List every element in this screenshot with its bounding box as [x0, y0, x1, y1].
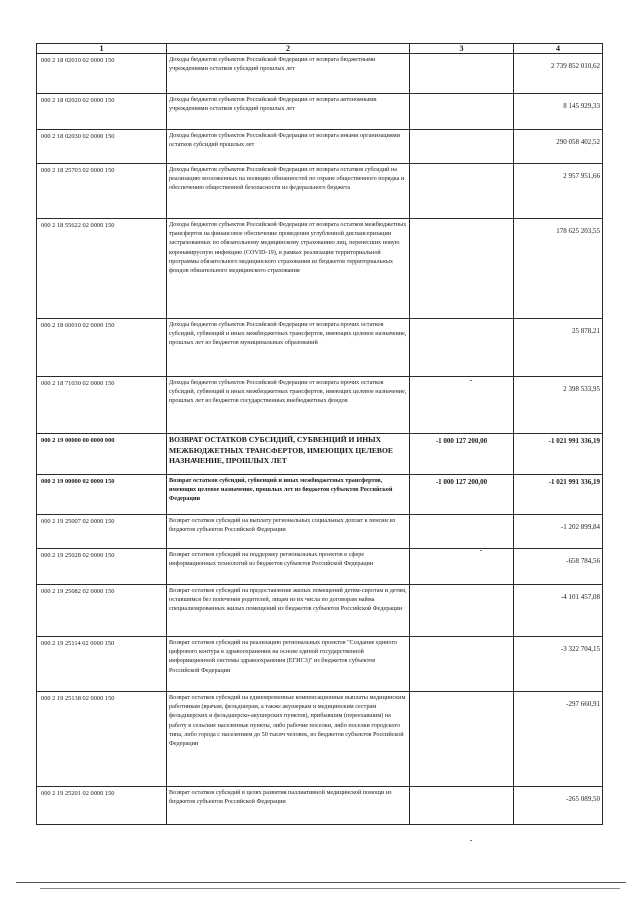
row-description: Доходы бюджетов субъектов Российской Федерации от возврата бюджетными учреждениями остатков субсидий прошлых лет [167, 54, 410, 94]
row-description: Возврат остатков субсидий на единовременные компенсационные выплаты медицинским работникам (врачам, фельдшерам, а также акушеркам и медицинским сестрам фельдшерских и фельдшерско-акушерских пунктов), прибывшим (переехавшим) на работу в сельские населенные пункты, либо рабочие поселки, либо поселки городского типа, либо города с населением до 50 тысяч человек, из бюджетов субъектов Российской Федерации [167, 692, 410, 787]
row-col4: 2 398 533,95 [514, 377, 603, 434]
row-description: Доходы бюджетов субъектов Российской Федерации от возврата прочих остатков субсидий, субвенций и иных межбюджетных трансфертов, имеющих целевое назначение, прошлых лет из бюджетов муниципальных образований [167, 319, 410, 377]
row-description: Возврат остатков субсидий в целях развития паллиативной медицинской помощи из бюджетов субъектов Российской Федерации [167, 787, 410, 825]
row-col3 [410, 130, 514, 164]
row-col4: -658 784,56 [514, 549, 603, 585]
row-col4: 8 145 929,33 [514, 94, 603, 130]
row-code: 000 2 18 25703 02 0000 150 [37, 164, 167, 219]
table-row [37, 219, 603, 319]
row-col3 [410, 637, 514, 692]
table-row [37, 377, 603, 434]
row-description: Возврат остатков субсидий на поддержку региональных проектов в сфере информационных технологий из бюджетов субъектов Российской Федерации [167, 549, 410, 585]
header-col-1: 1 [37, 44, 167, 54]
row-col3 [410, 692, 514, 787]
table-row [37, 94, 603, 130]
row-description: Доходы бюджетов субъектов Российской Федерации от возврата остатков межбюджетных трансфертов на финансовое обеспечение проведения углубленной диспансеризации застрахованных по обязательному медицинскому страхованию лиц, перенесших новую коронавирусную инфекцию (COVID-19), в рамках реализации территориальной программы обязательного медицинского страхования из бюджетов территориальных фондов обязательного медицинского страхования [167, 219, 410, 319]
row-col4: -3 322 704,15 [514, 637, 603, 692]
row-col3 [410, 377, 514, 434]
row-code: 000 2 19 25007 02 0000 150 [37, 515, 167, 549]
table-row [37, 130, 603, 164]
table-row [37, 637, 603, 692]
row-col3 [410, 585, 514, 637]
row-description: Возврат остатков субсидий, субвенций и иных межбюджетных трансфертов, имеющих целевое назначение, прошлых лет из бюджетов субъектов Российской Федерации [167, 475, 410, 515]
row-description: Доходы бюджетов субъектов Российской Федерации от возврата остатков субсидий на реализацию возложенных на полицию обязанностей по охране общественного порядка и обеспечению общественной безопасности из федерального бюджета [167, 164, 410, 219]
table-row [37, 787, 603, 825]
row-description: Доходы бюджетов субъектов Российской Федерации от возврата прочих остатков субсидий, субвенций и иных межбюджетных трансфертов, имеющих целевое назначение, прошлых лет из бюджетов государственных внебюджетных фондов [167, 377, 410, 434]
row-description: Возврат остатков субсидий на предоставление жилых помещений детям-сиротам и детям, оставшимся без попечения родителей, лицам из их числа по договорам найма специализированных жилых помещений из бюджетов субъектов Российской Федерации [167, 585, 410, 637]
row-code: 000 2 18 60010 02 0000 150 [37, 319, 167, 377]
row-description: Возврат остатков субсидий на реализацию региональных проектов "Создание единого цифрового контура в здравоохранении на основе единой государственной информационной системы здравоохранения (ЕГИСЗ)" из бюджетов субъектов Российской Федерации [167, 637, 410, 692]
header-row [37, 44, 603, 54]
row-code: 000 2 19 25201 02 0000 150 [37, 787, 167, 825]
row-col4: 2 739 852 010,62 [514, 54, 603, 94]
header-col-4: 4 [514, 44, 603, 54]
scan-speck [470, 840, 472, 841]
row-col4: -297 660,91 [514, 692, 603, 787]
table-row [37, 549, 603, 585]
table-row [37, 692, 603, 787]
row-description: Доходы бюджетов субъектов Российской Федерации от возврата автономными учреждениями остатков субсидий прошлых лет [167, 94, 410, 130]
row-col3 [410, 54, 514, 94]
row-code: 000 2 18 02020 02 0000 150 [37, 94, 167, 130]
row-code: 000 2 19 25138 02 0000 150 [37, 692, 167, 787]
row-description: Доходы бюджетов субъектов Российской Федерации от возврата иными организациями остатков субсидий прошлых лет [167, 130, 410, 164]
header-col-2: 2 [167, 44, 410, 54]
row-code: 000 2 18 71030 02 0000 150 [37, 377, 167, 434]
row-col3: -1 000 127 200,00 [410, 434, 514, 475]
table-row [37, 515, 603, 549]
scan-edge-line [40, 888, 620, 889]
row-code: 000 2 19 00000 02 0000 150 [37, 475, 167, 515]
row-col3 [410, 787, 514, 825]
table-row [37, 54, 603, 94]
row-col4: 178 625 203,55 [514, 219, 603, 319]
row-col3 [410, 94, 514, 130]
row-col3: -1 000 127 200,00 [410, 475, 514, 515]
row-description: ВОЗВРАТ ОСТАТКОВ СУБСИДИЙ, СУБВЕНЦИЙ И ИНЫХ МЕЖБЮДЖЕТНЫХ ТРАНСФЕРТОВ, ИМЕЮЩИХ ЦЕЛЕВОЕ НАЗНАЧЕНИЕ, ПРОШЛЫХ ЛЕТ [167, 434, 410, 475]
row-code: 000 2 18 02010 02 0000 150 [37, 54, 167, 94]
table-row [37, 164, 603, 219]
table-row [37, 585, 603, 637]
table-row [37, 434, 603, 475]
row-col4: -1 021 991 336,19 [514, 475, 603, 515]
row-col4: 25 878,21 [514, 319, 603, 377]
row-code: 000 2 19 25114 02 0000 150 [37, 637, 167, 692]
row-col3 [410, 164, 514, 219]
row-code: 000 2 19 25082 02 0000 150 [37, 585, 167, 637]
row-col3 [410, 219, 514, 319]
row-col4: 2 957 951,66 [514, 164, 603, 219]
row-col4: 290 058 402,52 [514, 130, 603, 164]
row-col3 [410, 549, 514, 585]
scan-speck [480, 550, 482, 551]
row-col4: -265 089,50 [514, 787, 603, 825]
row-code: 000 2 18 55622 02 0000 150 [37, 219, 167, 319]
row-col4: -4 101 457,08 [514, 585, 603, 637]
header-col-3: 3 [410, 44, 514, 54]
row-code: 000 2 19 25028 02 0000 150 [37, 549, 167, 585]
row-col4: -1 021 991 336,19 [514, 434, 603, 475]
scan-speck [470, 380, 472, 381]
row-col4: -1 202 899,84 [514, 515, 603, 549]
table-row [37, 319, 603, 377]
row-col3 [410, 319, 514, 377]
budget-table [36, 43, 603, 825]
scan-edge-line [16, 882, 626, 883]
row-description: Возврат остатков субсидий на выплату региональных социальных доплат к пенсии из бюджетов субъектов Российской Федерации [167, 515, 410, 549]
row-code: 000 2 19 00000 00 0000 000 [37, 434, 167, 475]
row-code: 000 2 18 02030 02 0000 150 [37, 130, 167, 164]
table-row [37, 475, 603, 515]
row-col3 [410, 515, 514, 549]
